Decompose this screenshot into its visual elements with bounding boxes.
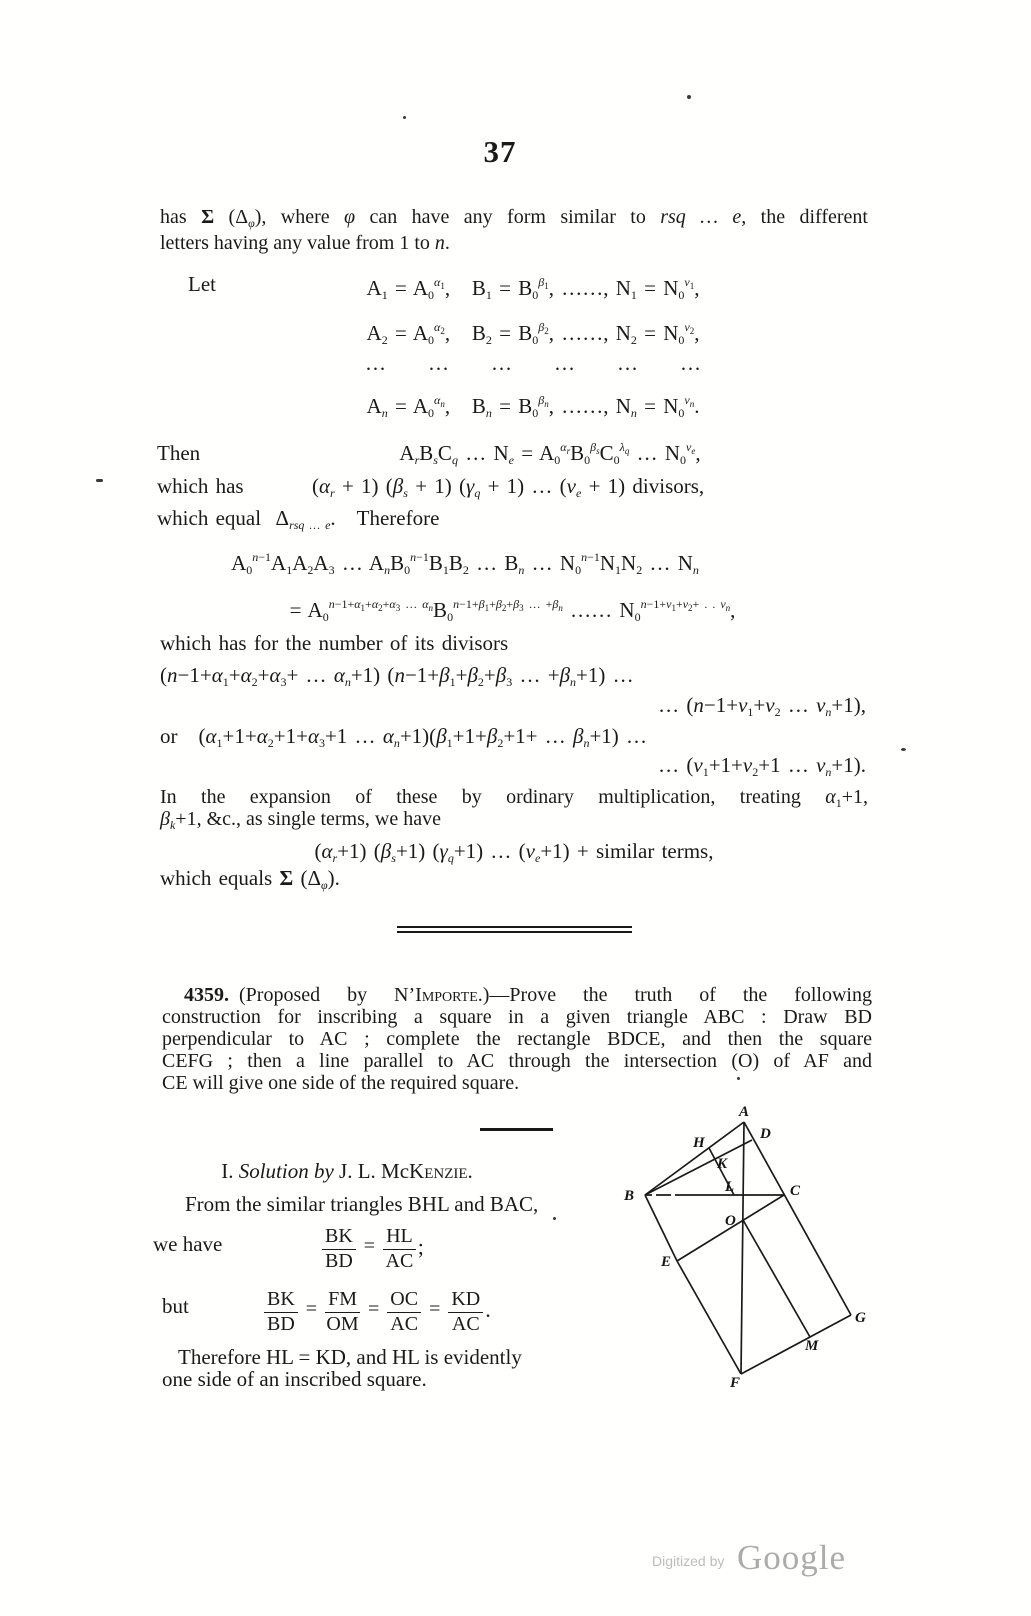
solution-equation-2: [264, 1289, 491, 1335]
let-label: Let: [188, 272, 216, 296]
figure-label-G: G: [855, 1310, 866, 1326]
but-label: but: [162, 1294, 189, 1318]
fraction-oc-ac: $\frac{OC}{AC}$: [387, 1289, 421, 1335]
divisors-sentence: which has for the number of its divisors: [160, 631, 509, 655]
we-have-label: we have: [153, 1232, 223, 1256]
which-equals-line: which equals Σ $(\Delta_\varphi)$.: [160, 866, 340, 892]
scan-speck: [737, 1077, 740, 1080]
scan-speck: [403, 116, 406, 119]
problem-4359-line-2: construction for inscribing a square in a given triangle ABC : Draw BD: [162, 1006, 872, 1028]
conclusion-line-1: Therefore HL = KD, and HL is evidently: [178, 1345, 522, 1369]
problem-4359-line-4: CEFG ; then a line parallel to AC through the intersection (O) of AF and: [162, 1050, 872, 1072]
solution-equation-1: [322, 1226, 424, 1272]
figure-line-AF: [741, 1122, 744, 1374]
equals-sign: =: [363, 1234, 376, 1257]
section-divider-double-rule: [397, 926, 632, 933]
equation-expanded: = $A_0^{n-1+\alpha_1+\alpha_2+\alpha_3 \dots \alpha_n}B_0^{n-1+\beta_1+\beta_2+\beta_3 \dots +\beta_n}$ …… $N_0^{n-1+\nu_1+\nu_2+ . . \nu_n}$,: [289, 597, 736, 624]
figure-label-D: D: [760, 1126, 771, 1142]
problem-4359-line-5: CE will give one side of the required square.: [162, 1072, 520, 1094]
google-logo-watermark: Google: [737, 1538, 847, 1577]
equation-divisor-count: $(\alpha_r + 1) (\beta_s + 1) (\gamma_q + 1)$ … $(\nu_e + 1)$ divisors,: [312, 474, 705, 500]
figure-line-BE: [645, 1195, 677, 1261]
then-label: Then: [157, 441, 201, 465]
expansion-paragraph-line-1: In the expansion of these by ordinary multiplication, treating $\alpha_1+1$,: [160, 786, 868, 810]
solution-intro-line: From the similar triangles BHL and BAC,: [185, 1192, 539, 1216]
equation-product: $A_0^{n-1}A_1A_2A_3$ … $A_nB_0^{n-1}B_1B_2$ … $B_n$ … $N_0^{n-1}N_1N_2$ … $N_n$: [231, 550, 699, 577]
equals-sign: =: [305, 1297, 318, 1320]
equation-let-row-n: $A_n = A_0^{\alpha_n}$, $B_n = B_0^{\beta_n}$, ……, $N_n = N_0^{\nu_n}$.: [366, 393, 700, 420]
figure-line-EF: [677, 1261, 741, 1374]
equation-1-punctuation: ;: [417, 1233, 424, 1259]
fraction-bk-bd-2: $\frac{BK}{BD}$: [264, 1289, 298, 1335]
fraction-fm-om: $\frac{FM}{OM}$: [326, 1288, 359, 1335]
fraction-kd-ac: $\frac{KD}{AC}$: [448, 1289, 483, 1335]
scan-speck: [96, 479, 103, 482]
geometry-figure-svg: [610, 1070, 880, 1400]
equation-let-row-2: $A_2 = A_0^{\alpha_2}$, $B_2 = B_0^{\beta_2}$, ……, $N_2 = N_0^{\nu_2}$,: [366, 320, 700, 347]
equation-similar-terms: $(\alpha_r+1)$ $(\beta_s+1)$ $(\gamma_q+1)$ … $(\nu_e+1)$ + similar terms,: [314, 839, 714, 865]
problem-4359-line-3: perpendicular to AC ; complete the rectangle BDCE, and then the square: [162, 1028, 872, 1050]
figure-label-M: M: [805, 1338, 819, 1354]
figure-label-L: L: [725, 1179, 735, 1195]
figure-line-OM: [743, 1220, 810, 1337]
figure-label-B: B: [624, 1188, 635, 1204]
equals-sign: =: [429, 1297, 441, 1320]
figure-line-FG: [741, 1315, 851, 1374]
figure-label-E: E: [661, 1254, 672, 1270]
equation-divisors-line-3: or ($\alpha_1+1+\alpha_2+1+\alpha_3+1$ … $\alpha_n+1)(\beta_1+1+\beta_2+1+$ … $\beta_n+1$) …: [160, 724, 648, 750]
scan-speck: [901, 748, 906, 751]
equation-divisors-line-1: ($n-1+\alpha_1+\alpha_2+\alpha_3+$ … $\alpha_n+1$) ($n-1+\beta_1+\beta_2+\beta_3$ … $+\beta_n+1$) …: [160, 663, 634, 689]
figure-label-K: K: [717, 1156, 728, 1172]
figure-label-O: O: [725, 1213, 736, 1229]
scan-speck: [553, 1217, 556, 1220]
figure-label-F: F: [730, 1375, 741, 1391]
scan-speck: [687, 95, 691, 99]
fraction-hl-ac: $\frac{HL}{AC}$: [383, 1226, 416, 1272]
expansion-paragraph-line-2: $\beta_k+1$, &c., as single terms, we have: [160, 808, 441, 832]
fraction-bk-bd: $\frac{BK}{BD}$: [322, 1226, 356, 1272]
figure-label-C: C: [790, 1183, 801, 1199]
equation-divisors-line-2: … ($n-1+\nu_1+\nu_2$ … $\nu_n+1$),: [658, 693, 866, 719]
problem-4359-line-1: 4359. (Proposed by N’Importe.)—Prove the truth of the following: [184, 984, 872, 1006]
figure-label-A: A: [738, 1104, 750, 1120]
which-equal-line: which equal $\Delta_{rsq \dots e}$. Therefore: [157, 506, 440, 532]
intro-paragraph-line-1: has Σ $(\Delta_\varphi)$, where φ can have any form similar to rsq … e, the different: [160, 206, 868, 230]
equation-let-row-dots: … … … … … …: [365, 351, 701, 375]
page-number: 37: [483, 134, 517, 169]
figure-line-AG: [744, 1122, 851, 1315]
solution-divider-rule: [480, 1128, 553, 1131]
digitized-by-watermark: Digitized by: [652, 1553, 725, 1569]
which-has-label: which has: [157, 474, 244, 498]
figure-label-H: H: [693, 1135, 705, 1151]
equation-let-row-1: $A_1 = A_0^{\alpha_1}$, $B_1 = B_0^{\beta_1}$, ……, $N_1 = N_0^{\nu_1}$,: [366, 275, 700, 302]
conclusion-line-2: one side of an inscribed square.: [162, 1367, 427, 1391]
equation-then: $A_rB_sC_q$ … $N_e = A_0^{\alpha_r}B_0^{\beta_s}C_0^{\lambda_q}$ … $N_0^{\nu_e}$,: [399, 440, 701, 467]
equation-2-punctuation: .: [485, 1296, 491, 1322]
solution-heading: I. Solution by J. L. McKenzie.: [221, 1159, 473, 1183]
intro-paragraph-line-2: letters having any value from 1 to n.: [160, 232, 450, 254]
equals-sign: =: [367, 1297, 380, 1320]
equation-divisors-line-4: … ($\nu_1+1+\nu_2+1$ … $\nu_n+1$).: [658, 753, 866, 779]
